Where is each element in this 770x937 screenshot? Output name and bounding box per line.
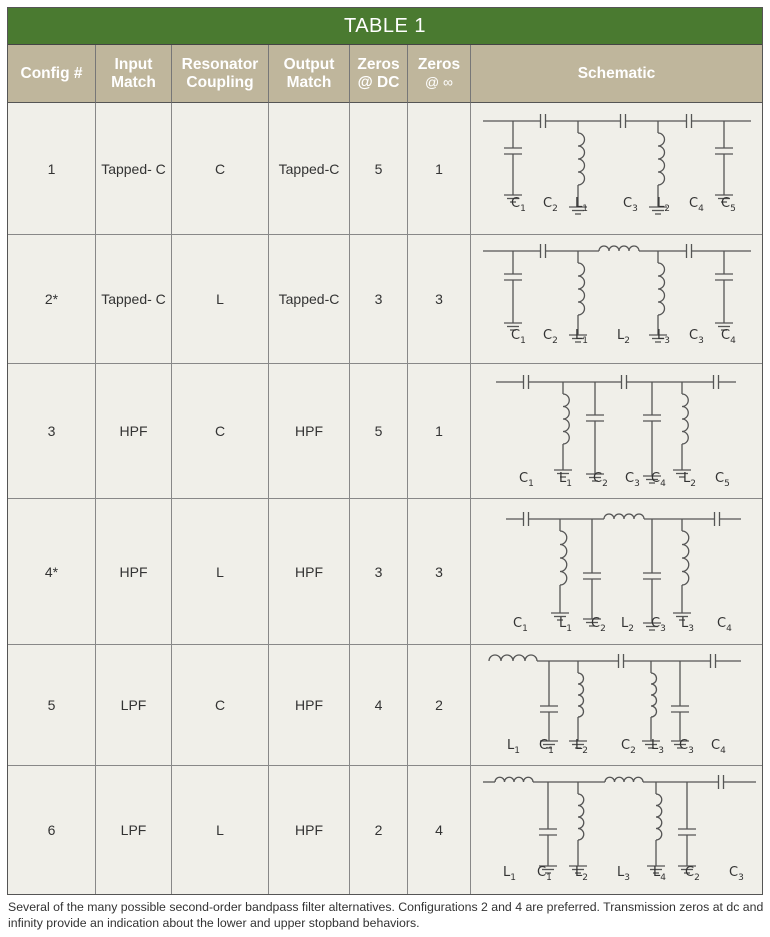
header-schematic: Schematic bbox=[471, 45, 762, 103]
header-input-match: Input Match bbox=[96, 45, 172, 103]
schematic-cell bbox=[471, 364, 762, 499]
component-label: $C_4$ bbox=[721, 328, 736, 346]
output-match-cell: HPF bbox=[269, 364, 350, 499]
config-cell: 4* bbox=[8, 499, 96, 645]
output-match-cell: Tapped-C bbox=[269, 103, 350, 235]
header-resonator-coupling: Resonator Coupling bbox=[172, 45, 269, 103]
component-label: $C_2$ bbox=[593, 471, 608, 489]
config-cell: 2* bbox=[8, 235, 96, 364]
component-label: $L_4$ bbox=[653, 865, 666, 883]
filter-table bbox=[7, 7, 763, 895]
component-label: $C_1$ bbox=[537, 865, 552, 883]
component-label: $L_2$ bbox=[657, 196, 670, 214]
schematic-cell bbox=[471, 235, 762, 364]
zeros-inf-cell: 2 bbox=[408, 645, 471, 766]
component-label: $L_1$ bbox=[559, 471, 572, 489]
schematic-cell bbox=[471, 645, 762, 766]
config-cell: 3 bbox=[8, 364, 96, 499]
component-label: $C_3$ bbox=[651, 616, 666, 634]
filter-schematic-diagram bbox=[471, 235, 761, 364]
component-label: $C_1$ bbox=[539, 738, 554, 756]
component-label: $C_2$ bbox=[543, 328, 558, 346]
table-row bbox=[8, 499, 762, 645]
table-row bbox=[8, 103, 762, 235]
component-label: $L_2$ bbox=[575, 865, 588, 883]
zeros-inf-cell: 1 bbox=[408, 103, 471, 235]
input-match-cell: Tapped- C bbox=[96, 235, 172, 364]
component-label: $C_5$ bbox=[721, 196, 736, 214]
input-match-cell: HPF bbox=[96, 499, 172, 645]
output-match-cell: HPF bbox=[269, 499, 350, 645]
filter-schematic-diagram bbox=[471, 364, 761, 499]
config-cell: 6 bbox=[8, 766, 96, 894]
component-label: $L_2$ bbox=[621, 616, 634, 634]
component-label: $C_3$ bbox=[625, 471, 640, 489]
filter-schematic-diagram bbox=[471, 103, 761, 235]
component-label: $C_4$ bbox=[651, 471, 666, 489]
component-label: $C_2$ bbox=[591, 616, 606, 634]
component-label: $L_3$ bbox=[617, 865, 630, 883]
filter-schematic-diagram bbox=[471, 499, 761, 645]
schematic-cell bbox=[471, 103, 762, 235]
zeros-dc-cell: 2 bbox=[350, 766, 408, 894]
component-label: $C_4$ bbox=[717, 616, 732, 634]
component-label: $L_2$ bbox=[575, 738, 588, 756]
component-label: $C_2$ bbox=[685, 865, 700, 883]
component-label: $L_3$ bbox=[681, 616, 694, 634]
resonator-coupling-cell: C bbox=[172, 103, 269, 235]
table-row bbox=[8, 766, 762, 894]
component-label: $L_1$ bbox=[559, 616, 572, 634]
config-cell: 1 bbox=[8, 103, 96, 235]
output-match-cell: HPF bbox=[269, 645, 350, 766]
resonator-coupling-cell: L bbox=[172, 499, 269, 645]
schematic-cell bbox=[471, 766, 762, 894]
zeros-dc-cell: 3 bbox=[350, 499, 408, 645]
zeros-dc-cell: 5 bbox=[350, 103, 408, 235]
header-output-match: Output Match bbox=[269, 45, 350, 103]
table-row bbox=[8, 364, 762, 499]
table-row bbox=[8, 235, 762, 364]
table-row bbox=[8, 645, 762, 766]
component-label: $C_1$ bbox=[519, 471, 534, 489]
component-label: $L_2$ bbox=[683, 471, 696, 489]
header-config: Config # bbox=[8, 45, 96, 103]
component-label: $L_1$ bbox=[503, 865, 516, 883]
input-match-cell: Tapped- C bbox=[96, 103, 172, 235]
component-label: $L_1$ bbox=[575, 328, 588, 346]
component-label: $C_1$ bbox=[513, 616, 528, 634]
zeros-inf-cell: 4 bbox=[408, 766, 471, 894]
component-label: $C_4$ bbox=[689, 196, 704, 214]
table-caption: Several of the many possible second-order bandpass filter alternatives. Configurations 2 and 4 are preferred. Transmission zeros at dc and infinity provide an indication about the lower and upper stopband behaviors. bbox=[8, 900, 764, 930]
component-label: $L_2$ bbox=[617, 328, 630, 346]
resonator-coupling-cell: L bbox=[172, 235, 269, 364]
zeros-inf-cell: 1 bbox=[408, 364, 471, 499]
component-label: $C_3$ bbox=[729, 865, 744, 883]
schematic-cell bbox=[471, 499, 762, 645]
component-label: $C_2$ bbox=[621, 738, 636, 756]
component-label: $L_1$ bbox=[507, 738, 520, 756]
header-zeros-inf: Zeros @ ∞ bbox=[408, 45, 471, 103]
table-header-row bbox=[8, 45, 762, 103]
output-match-cell: Tapped-C bbox=[269, 235, 350, 364]
filter-schematic-diagram bbox=[471, 766, 761, 894]
zeros-dc-cell: 5 bbox=[350, 364, 408, 499]
component-label: $L_3$ bbox=[651, 738, 664, 756]
component-label: $C_1$ bbox=[511, 328, 526, 346]
component-label: $C_5$ bbox=[715, 471, 730, 489]
table-title: TABLE 1 bbox=[8, 8, 762, 45]
component-label: $C_3$ bbox=[623, 196, 638, 214]
component-label: $C_2$ bbox=[543, 196, 558, 214]
resonator-coupling-cell: C bbox=[172, 645, 269, 766]
component-label: $C_3$ bbox=[689, 328, 704, 346]
zeros-inf-cell: 3 bbox=[408, 235, 471, 364]
output-match-cell: HPF bbox=[269, 766, 350, 894]
input-match-cell: LPF bbox=[96, 766, 172, 894]
component-label: $L_1$ bbox=[575, 196, 588, 214]
zeros-inf-cell: 3 bbox=[408, 499, 471, 645]
filter-schematic-diagram bbox=[471, 645, 761, 766]
component-label: $C_1$ bbox=[511, 196, 526, 214]
input-match-cell: HPF bbox=[96, 364, 172, 499]
zeros-dc-cell: 3 bbox=[350, 235, 408, 364]
component-label: $C_3$ bbox=[679, 738, 694, 756]
resonator-coupling-cell: L bbox=[172, 766, 269, 894]
config-cell: 5 bbox=[8, 645, 96, 766]
component-label: $C_4$ bbox=[711, 738, 726, 756]
zeros-dc-cell: 4 bbox=[350, 645, 408, 766]
input-match-cell: LPF bbox=[96, 645, 172, 766]
resonator-coupling-cell: C bbox=[172, 364, 269, 499]
header-zeros-dc: Zeros @ DC bbox=[350, 45, 408, 103]
component-label: $L_3$ bbox=[657, 328, 670, 346]
